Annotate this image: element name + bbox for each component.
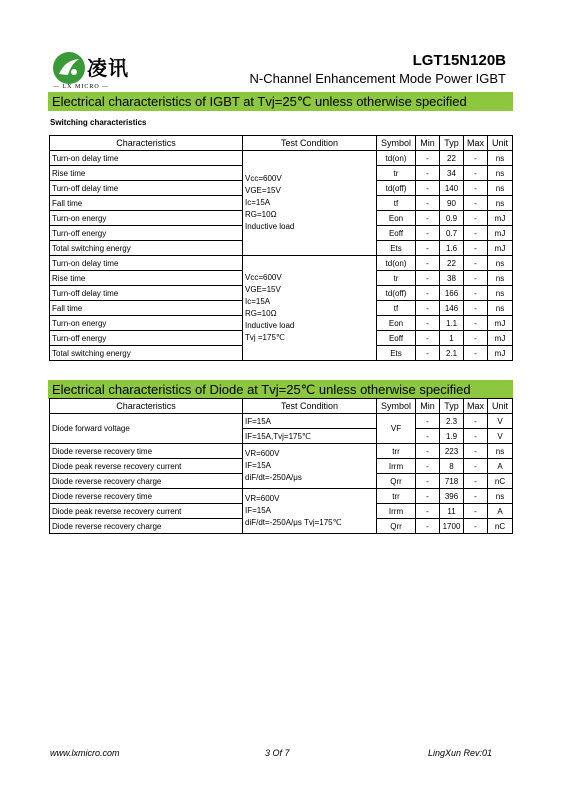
- condition-line: diF/dt=-250A/μs Tvj=175℃: [245, 518, 342, 527]
- cell-max: -: [464, 474, 488, 489]
- cell-max: -: [464, 504, 488, 519]
- characteristic-name: Turn-on energy: [50, 316, 243, 331]
- condition-line: RG=10Ω: [245, 309, 277, 318]
- col-header: Symbol: [377, 399, 416, 414]
- condition-line: Inductive load: [245, 321, 295, 330]
- cell-unit: mJ: [488, 346, 513, 361]
- cell-min: -: [416, 504, 440, 519]
- cell-min: -: [416, 181, 440, 196]
- cell-symbol: tf: [377, 196, 416, 211]
- cell-symbol: tr: [377, 166, 416, 181]
- cell-typ: 396: [440, 489, 464, 504]
- col-header: Typ: [440, 399, 464, 414]
- cell-min: -: [416, 429, 440, 444]
- cell-min: -: [416, 519, 440, 534]
- characteristic-name: Rise time: [50, 166, 243, 181]
- col-header: Min: [416, 136, 440, 151]
- switching-characteristics-label: Switching characteristics: [50, 118, 147, 127]
- cell-typ: 38: [440, 271, 464, 286]
- company-logo: [51, 50, 139, 90]
- characteristic-name: Turn-on delay time: [50, 151, 243, 166]
- cell-unit: A: [488, 459, 513, 474]
- characteristic-name: Diode forward voltage: [50, 414, 243, 444]
- cell-typ: 2.1: [440, 346, 464, 361]
- cell-symbol: Qrr: [377, 474, 416, 489]
- cell-symbol: VF: [377, 414, 416, 444]
- characteristic-name: Turn-off delay time: [50, 181, 243, 196]
- cell-min: -: [416, 256, 440, 271]
- test-condition: [243, 489, 377, 534]
- col-header: Unit: [488, 399, 513, 414]
- col-header: Test Condition: [243, 136, 377, 151]
- cell-typ: 1: [440, 331, 464, 346]
- cell-typ: 1.9: [440, 429, 464, 444]
- cell-min: -: [416, 489, 440, 504]
- cell-unit: nC: [488, 474, 513, 489]
- cell-symbol: trr: [377, 444, 416, 459]
- cell-unit: mJ: [488, 316, 513, 331]
- col-header: Typ: [440, 136, 464, 151]
- cell-typ: 1.6: [440, 241, 464, 256]
- cell-unit: ns: [488, 166, 513, 181]
- cell-min: -: [416, 211, 440, 226]
- cell-typ: 166: [440, 286, 464, 301]
- table-row: [50, 151, 513, 166]
- cell-max: -: [464, 414, 488, 429]
- col-header: Max: [464, 399, 488, 414]
- cell-typ: 11: [440, 504, 464, 519]
- document-subtitle: N-Channel Enhancement Mode Power IGBT: [249, 71, 506, 86]
- test-condition: [243, 444, 377, 489]
- cell-typ: 2.3: [440, 414, 464, 429]
- cell-symbol: Ets: [377, 241, 416, 256]
- cell-max: -: [464, 444, 488, 459]
- cell-symbol: Eon: [377, 316, 416, 331]
- cell-symbol: Eoff: [377, 331, 416, 346]
- characteristic-name: Diode reverse recovery time: [50, 444, 243, 459]
- cell-unit: ns: [488, 151, 513, 166]
- table-row: [50, 414, 513, 429]
- condition-line: Vcc=600V: [245, 273, 282, 282]
- col-header: Max: [464, 136, 488, 151]
- condition-line: Inductive load: [245, 222, 295, 231]
- table-row: [50, 489, 513, 504]
- characteristic-name: Diode reverse recovery charge: [50, 474, 243, 489]
- cell-max: -: [464, 196, 488, 211]
- cell-symbol: td(on): [377, 256, 416, 271]
- cell-min: -: [416, 166, 440, 181]
- cell-max: -: [464, 226, 488, 241]
- lx-logo-icon: [51, 50, 87, 86]
- cell-typ: 8: [440, 459, 464, 474]
- test-condition: [243, 151, 377, 256]
- cell-typ: 34: [440, 166, 464, 181]
- condition-line: RG=10Ω: [245, 210, 277, 219]
- cell-max: -: [464, 301, 488, 316]
- cell-unit: ns: [488, 271, 513, 286]
- condition-line: VGE=15V: [245, 285, 281, 294]
- cell-typ: 22: [440, 256, 464, 271]
- cell-unit: mJ: [488, 226, 513, 241]
- cell-min: -: [416, 271, 440, 286]
- diode-characteristics-table: [49, 398, 513, 534]
- cell-min: -: [416, 459, 440, 474]
- cell-typ: 0.7: [440, 226, 464, 241]
- cell-unit: mJ: [488, 211, 513, 226]
- col-header: Min: [416, 399, 440, 414]
- cell-unit: A: [488, 504, 513, 519]
- cell-min: -: [416, 316, 440, 331]
- cell-unit: ns: [488, 256, 513, 271]
- cell-symbol: tf: [377, 301, 416, 316]
- cell-max: -: [464, 316, 488, 331]
- cell-typ: 1700: [440, 519, 464, 534]
- cell-max: -: [464, 256, 488, 271]
- cell-max: -: [464, 286, 488, 301]
- cell-unit: mJ: [488, 241, 513, 256]
- characteristic-name: Total switching energy: [50, 241, 243, 256]
- cell-symbol: td(off): [377, 181, 416, 196]
- cell-typ: 146: [440, 301, 464, 316]
- cell-max: -: [464, 489, 488, 504]
- cell-min: -: [416, 414, 440, 429]
- condition-line: Vcc=600V: [245, 174, 282, 183]
- cell-min: -: [416, 346, 440, 361]
- footer-website: www.lxmicro.com: [50, 748, 120, 758]
- cell-typ: 140: [440, 181, 464, 196]
- characteristic-name: Diode reverse recovery charge: [50, 519, 243, 534]
- cell-typ: 223: [440, 444, 464, 459]
- cell-symbol: trr: [377, 489, 416, 504]
- col-header: Test Condition: [243, 399, 377, 414]
- logo-english-text: — LX MICRO —: [53, 84, 110, 90]
- cell-unit: ns: [488, 301, 513, 316]
- cell-unit: V: [488, 429, 513, 444]
- test-condition: IF=15A,Tvj=175℃: [243, 429, 377, 444]
- characteristic-name: Total switching energy: [50, 346, 243, 361]
- characteristic-name: Fall time: [50, 301, 243, 316]
- igbt-section-title: Electrical characteristics of IGBT at Tvj=25℃ unless otherwise specified: [48, 92, 513, 111]
- cell-max: -: [464, 181, 488, 196]
- cell-max: -: [464, 241, 488, 256]
- test-condition: IF=15A: [243, 414, 377, 429]
- characteristic-name: Diode reverse recovery time: [50, 489, 243, 504]
- igbt-switching-table: [49, 135, 513, 361]
- cell-unit: ns: [488, 181, 513, 196]
- cell-typ: 718: [440, 474, 464, 489]
- condition-line: VR=600V: [245, 494, 280, 503]
- table-header-row: [50, 399, 513, 414]
- cell-max: -: [464, 271, 488, 286]
- cell-max: -: [464, 151, 488, 166]
- cell-min: -: [416, 286, 440, 301]
- cell-symbol: td(on): [377, 151, 416, 166]
- cell-typ: 22: [440, 151, 464, 166]
- cell-symbol: tr: [377, 271, 416, 286]
- condition-line: Ic=15A: [245, 198, 271, 207]
- cell-min: -: [416, 301, 440, 316]
- cell-min: -: [416, 226, 440, 241]
- cell-min: -: [416, 474, 440, 489]
- table-row: [50, 256, 513, 271]
- cell-unit: ns: [488, 286, 513, 301]
- col-header: Characteristics: [50, 399, 243, 414]
- cell-max: -: [464, 519, 488, 534]
- cell-symbol: Ets: [377, 346, 416, 361]
- cell-max: -: [464, 211, 488, 226]
- cell-max: -: [464, 459, 488, 474]
- cell-unit: ns: [488, 489, 513, 504]
- condition-line: IF=15A: [245, 506, 272, 515]
- cell-max: -: [464, 346, 488, 361]
- part-number: LGT15N120B: [412, 52, 506, 69]
- cell-unit: ns: [488, 444, 513, 459]
- cell-typ: 1.1: [440, 316, 464, 331]
- cell-min: -: [416, 444, 440, 459]
- col-header: Unit: [488, 136, 513, 151]
- characteristic-name: Turn-off energy: [50, 226, 243, 241]
- cell-min: -: [416, 196, 440, 211]
- cell-max: -: [464, 166, 488, 181]
- characteristic-name: Turn-on energy: [50, 211, 243, 226]
- footer-page-number: 3 Of 7: [265, 748, 290, 758]
- characteristic-name: Turn-off delay time: [50, 286, 243, 301]
- condition-line: VGE=15V: [245, 186, 281, 195]
- footer-revision: LingXun Rev:01: [428, 748, 493, 758]
- diode-section-title: Electrical characteristics of Diode at Tvj=25℃ unless otherwise specified: [48, 380, 513, 399]
- cell-symbol: Irrm: [377, 459, 416, 474]
- col-header: Characteristics: [50, 136, 243, 151]
- characteristic-name: Diode peak reverse recovery current: [50, 459, 243, 474]
- cell-min: -: [416, 331, 440, 346]
- cell-unit: V: [488, 414, 513, 429]
- characteristic-name: Diode peak reverse recovery current: [50, 504, 243, 519]
- cell-max: -: [464, 429, 488, 444]
- cell-symbol: Eon: [377, 211, 416, 226]
- cell-symbol: td(off): [377, 286, 416, 301]
- table-header-row: [50, 136, 513, 151]
- cell-typ: 90: [440, 196, 464, 211]
- condition-line: VR=600V: [245, 449, 280, 458]
- cell-symbol: Qrr: [377, 519, 416, 534]
- condition-line: diF/dt=-250A/μs: [245, 473, 302, 482]
- characteristic-name: Turn-off energy: [50, 331, 243, 346]
- cell-symbol: Irrm: [377, 504, 416, 519]
- cell-unit: ns: [488, 196, 513, 211]
- cell-unit: nC: [488, 519, 513, 534]
- cell-unit: mJ: [488, 331, 513, 346]
- cell-max: -: [464, 331, 488, 346]
- table-row: [50, 444, 513, 459]
- test-condition: [243, 256, 377, 361]
- characteristic-name: Rise time: [50, 271, 243, 286]
- cell-symbol: Eoff: [377, 226, 416, 241]
- cell-min: -: [416, 151, 440, 166]
- logo-chinese-text: 凌讯: [87, 56, 129, 80]
- characteristic-name: Fall time: [50, 196, 243, 211]
- characteristic-name: Turn-on delay time: [50, 256, 243, 271]
- condition-line: IF=15A: [245, 461, 272, 470]
- cell-min: -: [416, 241, 440, 256]
- condition-line: Ic=15A: [245, 297, 271, 306]
- condition-line: Tvj =175℃: [245, 333, 285, 342]
- col-header: Symbol: [377, 136, 416, 151]
- cell-typ: 0.9: [440, 211, 464, 226]
